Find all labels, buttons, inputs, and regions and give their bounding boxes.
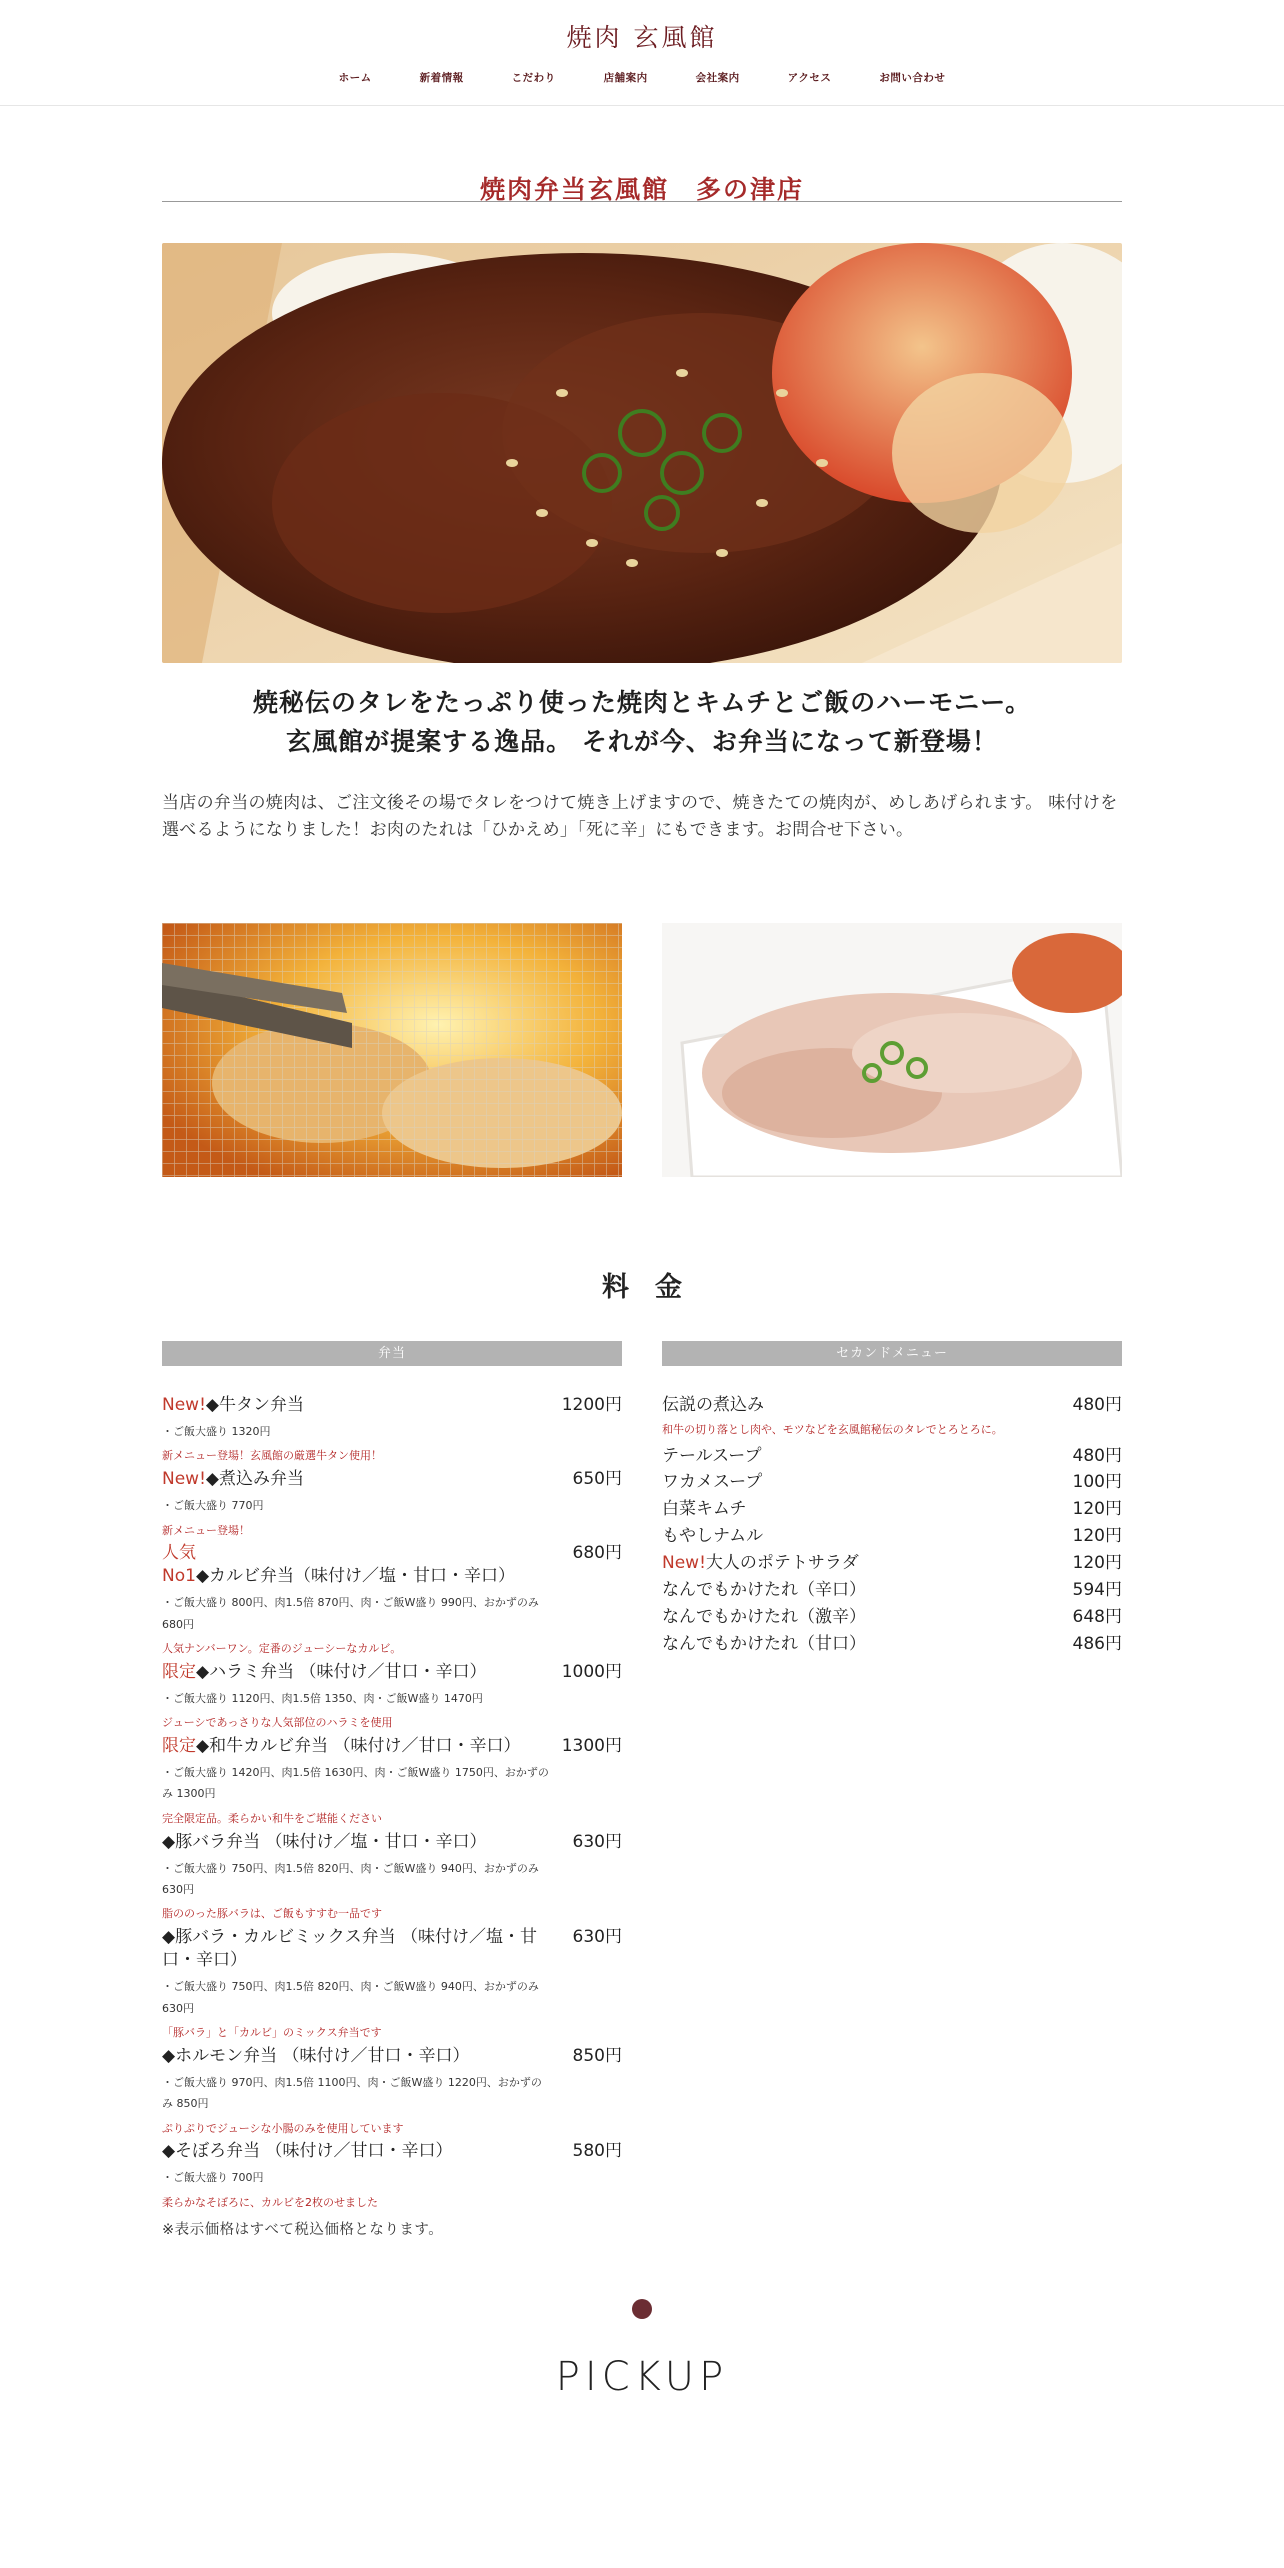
- menu-item-row: [662, 1579, 1122, 1602]
- menu-item-label: 白菜キムチ: [662, 1499, 747, 1520]
- title-divider: [162, 201, 1122, 202]
- menu-item-tag: New!: [162, 1469, 206, 1490]
- menu-item-tag: 人気No1: [162, 1543, 196, 1587]
- catch-line-1: 焼秘伝のタレをたっぷり使った焼肉とキムチとご飯のハーモニー。: [252, 688, 1032, 717]
- menu-item-note: 脂ののった豚バラは、ご飯もすすむ一品です: [162, 1907, 382, 1921]
- menu-item-label: もやしナムル: [662, 1526, 764, 1547]
- bento-menu: [162, 1341, 622, 2215]
- menu-item-tag: 限定: [162, 1661, 196, 1682]
- price-heading: 料金: [602, 1272, 708, 1303]
- menu-item-price: 630円: [572, 1927, 622, 1948]
- menu-item-price: 1000円: [561, 1661, 622, 1682]
- menu-item: [662, 1633, 1122, 1656]
- menu-item-label: なんでもかけたれ（甘口）: [662, 1634, 866, 1655]
- menu-item-options: ・ご飯大盛り 1120円、肉1.5倍 1350、肉・ご飯W盛り 1470円: [162, 1691, 483, 1705]
- menu-item-row: [662, 1633, 1122, 1656]
- menu-item-label: ◆そぼろ弁当 （味付け／甘口・辛口）: [162, 2141, 453, 2162]
- menu-item-price: 1300円: [561, 1736, 622, 1757]
- menu-item-row: [162, 1735, 622, 1758]
- site-header: [0, 0, 1284, 106]
- menu-item-note: 柔らかなそぼろに、カルビを2枚のせました: [162, 2195, 378, 2209]
- nav-item-news[interactable]: 新着情報: [419, 72, 464, 84]
- menu-item-options: ・ご飯大盛り 750円、肉1.5倍 820円、肉・ご飯W盛り 940円、おかずのみ 630円: [162, 1861, 539, 1897]
- menu-item-note: 和牛の切り落とし肉や、モツなどを玄風館秘伝のタレでとろとろに。: [662, 1422, 1003, 1436]
- menu-item-label: テールスープ: [662, 1445, 762, 1466]
- menu-item-name: [662, 1579, 1042, 1602]
- menu-item-name: [162, 1542, 542, 1588]
- global-nav: [0, 70, 1284, 85]
- menu-item-row: [162, 1542, 622, 1588]
- menu-item-label: ◆ハラミ弁当 （味付け／甘口・辛口）: [196, 1661, 487, 1682]
- menu-item-row: [662, 1606, 1122, 1629]
- menu-item-name: [662, 1471, 1042, 1494]
- menu-item: [662, 1471, 1122, 1494]
- bento-menu-title: 弁当: [162, 1341, 622, 1366]
- menu-item: [662, 1498, 1122, 1521]
- menu-item-price: 850円: [572, 2045, 622, 2066]
- menu-item: [162, 1468, 622, 1540]
- menu-item-price: 594円: [1072, 1580, 1122, 1601]
- menu-item-note: 「豚バラ」と「カルビ」のミックス弁当です: [162, 2026, 382, 2040]
- menu-item-options: ・ご飯大盛り 1420円、肉1.5倍 1630円、肉・ご飯W盛り 1750円、おかずのみ 1300円: [162, 1766, 549, 1801]
- menu-item-name: [662, 1552, 1042, 1575]
- menu-item-label: ◆カルビ弁当（味付け／塩・甘口・辛口）: [195, 1566, 516, 1587]
- menu-item-price: 120円: [1072, 1553, 1122, 1574]
- second-menu: [662, 1341, 1122, 1660]
- menu-item-tag: New!: [162, 1395, 206, 1415]
- menu-item-label: なんでもかけたれ（激辛）: [662, 1607, 866, 1628]
- menu-item: [162, 1542, 622, 1659]
- menu-item-row: [162, 2045, 622, 2068]
- menu-item-price: 1200円: [561, 1395, 622, 1415]
- menu-item-name: [162, 2140, 542, 2163]
- menu-item: [662, 1445, 1122, 1468]
- menu-item-name: [162, 1735, 542, 1758]
- lead-paragraph: 当店の弁当の焼肉は、ご注文後その場でタレをつけて焼き上げますので、焼きたての焼肉が、めしあげられます。 味付けを選べるようになりました！お肉のたれは「ひかえめ」「死に辛」にもできます。お問合せ下さい。: [162, 793, 1118, 841]
- grill-photo: [162, 923, 622, 1177]
- menu-item: [162, 1661, 622, 1733]
- menu-item-name: [162, 2045, 542, 2068]
- menu-item-name: [662, 1606, 1042, 1629]
- site-logo[interactable]: 焼肉 玄風館: [566, 23, 718, 52]
- menu-item-row: [662, 1552, 1122, 1575]
- menu-item-price: 680円: [572, 1543, 622, 1564]
- menu-item: [662, 1394, 1122, 1439]
- menu-item-label: ◆ホルモン弁当 （味付け／甘口・辛口）: [162, 2045, 470, 2066]
- menu-item-tag: New!: [662, 1553, 706, 1574]
- bento-photo: [662, 923, 1122, 1177]
- menu-item: [162, 1831, 622, 1925]
- menu-item-note: 人気ナンバーワン。定番のジューシーなカルビ。: [162, 1642, 402, 1656]
- second-menu-title: セカンドメニュー: [662, 1341, 1122, 1366]
- nav-item-commitment[interactable]: こだわり: [511, 72, 556, 84]
- menu-item-name: [162, 1468, 542, 1491]
- menu-item-label: ◆牛タン弁当: [205, 1395, 304, 1415]
- menu-item: [662, 1606, 1122, 1629]
- menu-item-row: [662, 1498, 1122, 1521]
- menu-item-label: ◆煮込み弁当: [205, 1469, 304, 1490]
- menu-item-name: [662, 1445, 1042, 1468]
- menu-item: [162, 1394, 622, 1466]
- nav-item-home[interactable]: ホーム: [338, 72, 372, 84]
- menu-item-options: ・ご飯大盛り 970円、肉1.5倍 1100円、肉・ご飯W盛り 1220円、おかずのみ 850円: [162, 2075, 542, 2111]
- menu-item-label: ◆豚バラ・カルビミックス弁当 （味付け／塩・甘口・辛口）: [162, 1927, 537, 1971]
- nav-item-contact[interactable]: お問い合わせ: [879, 72, 946, 84]
- menu-item-price: 630円: [572, 1831, 622, 1852]
- menu-item-row: [662, 1445, 1122, 1468]
- menu-item-label: ◆豚バラ弁当 （味付け／塩・甘口・辛口）: [162, 1831, 487, 1852]
- menu-item-name: [662, 1498, 1042, 1521]
- menu-item-price: 650円: [572, 1469, 622, 1490]
- menu-item-row: [162, 1661, 622, 1684]
- menu-item-label: ◆和牛カルビ弁当 （味付け／甘口・辛口）: [196, 1736, 521, 1757]
- menu-item-name: [662, 1394, 1042, 1417]
- catch-line-2: 玄風館が提案する逸品。 それが今、お弁当になって新登場！: [286, 726, 998, 756]
- menu-item-label: 大人のポテトサラダ: [705, 1553, 859, 1574]
- menu-item-row: [162, 2140, 622, 2163]
- tax-note: ※表示価格はすべて税込価格となります。: [162, 2222, 444, 2238]
- catch-copy: [162, 684, 1122, 762]
- section-dot-icon: [632, 2299, 652, 2319]
- menu-item-price: 120円: [1072, 1499, 1122, 1520]
- menu-item-row: [162, 1831, 622, 1854]
- menu-item-price: 120円: [1072, 1526, 1122, 1547]
- menu-item: [162, 2140, 622, 2212]
- page-title: 焼肉弁当玄風館 多の津店: [479, 175, 804, 204]
- menu-item-note: ぷりぷりでジューシな小腸のみを使用しています: [162, 2121, 404, 2135]
- nav-item-shops[interactable]: 店舗案内: [603, 72, 648, 84]
- menu-item-name: [162, 1831, 542, 1854]
- menu-item-price: 480円: [1072, 1445, 1122, 1466]
- menu-item: [662, 1579, 1122, 1602]
- menu-item-label: なんでもかけたれ（辛口）: [662, 1580, 866, 1601]
- menu-item-note: 完全限定品。柔らかい和牛をご堪能ください: [162, 1811, 382, 1825]
- nav-item-company[interactable]: 会社案内: [695, 72, 740, 84]
- menu-item-row: [662, 1394, 1122, 1417]
- menu-item-name: [662, 1633, 1042, 1656]
- pickup-heading: PICKUP: [555, 2354, 729, 2400]
- menu-item-price: 580円: [572, 2141, 622, 2162]
- hero-image: [162, 243, 1122, 663]
- menu-item-name: [662, 1525, 1042, 1548]
- menu-item-note: 新メニュー登場！: [162, 1523, 250, 1537]
- menu-item-price: 100円: [1072, 1472, 1122, 1493]
- menu-item-label: ワカメスープ: [662, 1472, 763, 1493]
- menu-item-name: [162, 1926, 542, 1972]
- menu-item-note: ジューシであっさりな人気部位のハラミを使用: [162, 1716, 393, 1730]
- menu-item-row: [662, 1471, 1122, 1494]
- menu-item: [162, 2045, 622, 2139]
- menu-item-row: [162, 1926, 622, 1972]
- bento-list: [162, 1394, 622, 2213]
- menu-item: [662, 1552, 1122, 1575]
- menu-item-price: 648円: [1072, 1607, 1122, 1628]
- menu-item-options: ・ご飯大盛り 800円、肉1.5倍 870円、肉・ご飯W盛り 990円、おかずのみ 680円: [162, 1596, 539, 1631]
- menu-item-options: ・ご飯大盛り 1320円: [162, 1424, 271, 1438]
- menu-item-options: ・ご飯大盛り 700円: [162, 2171, 264, 2185]
- menu-item-row: [162, 1468, 622, 1491]
- menu-item-tag: 限定: [162, 1736, 196, 1757]
- menu-item-row: [162, 1394, 622, 1417]
- menu-item: [162, 1735, 622, 1829]
- menu-item-name: [162, 1661, 542, 1684]
- second-list: [662, 1394, 1122, 1656]
- menu-item-label: 伝説の煮込み: [662, 1395, 764, 1415]
- menu-item: [662, 1525, 1122, 1548]
- menu-item-note: 新メニュー登場！玄風館の厳選牛タン使用！: [162, 1449, 382, 1463]
- menu-item-price: 480円: [1072, 1395, 1122, 1415]
- nav-item-access[interactable]: アクセス: [787, 72, 832, 84]
- menu-item-options: ・ご飯大盛り 770円: [162, 1499, 264, 1513]
- menu-item-name: [162, 1394, 542, 1417]
- menu-item-options: ・ご飯大盛り 750円、肉1.5倍 820円、肉・ご飯W盛り 940円、おかずのみ 630円: [162, 1980, 539, 2015]
- menu-item: [162, 1926, 622, 2043]
- menu-item-row: [662, 1525, 1122, 1548]
- menu-item-price: 486円: [1072, 1634, 1122, 1655]
